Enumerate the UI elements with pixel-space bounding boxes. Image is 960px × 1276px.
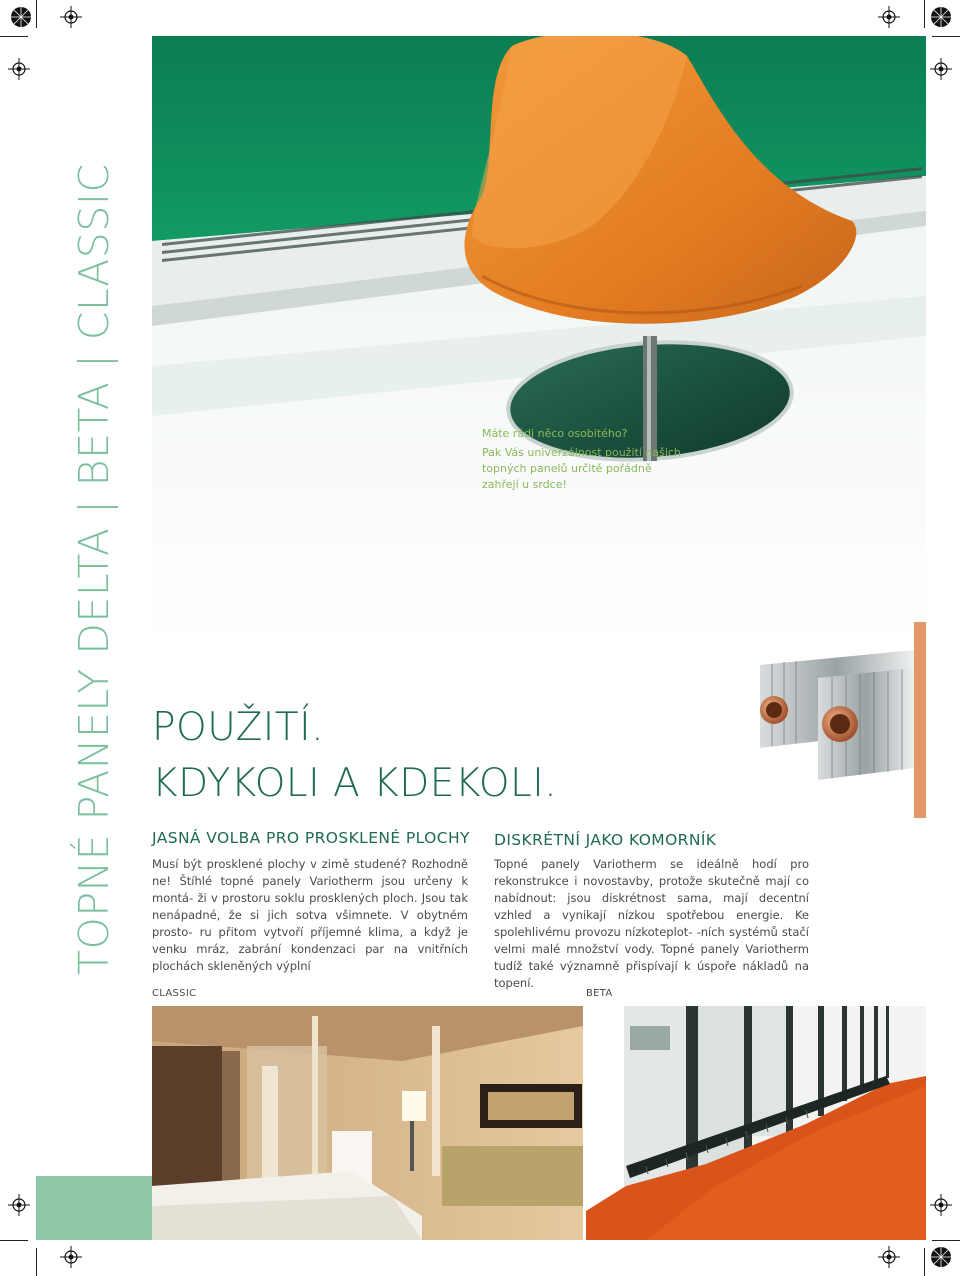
headline-line-2: KDYKOLI A KDEKOLI. <box>152 761 558 806</box>
registration-mark-icon <box>8 1194 30 1216</box>
registration-mark-icon <box>878 6 900 28</box>
printer-star-mark <box>930 1246 952 1268</box>
registration-mark-icon <box>60 1246 82 1268</box>
registration-mark-icon <box>930 1194 952 1216</box>
registration-mark-icon <box>930 58 952 80</box>
crop-mark <box>932 1240 960 1241</box>
photo-classic-bedroom <box>152 1006 583 1240</box>
crop-mark <box>0 1240 28 1241</box>
heating-panel-product-image <box>752 620 926 820</box>
hero-caption-text: Pak Vás univerzálnost použití našich topných panelů určitě pořádně zahřejí u srdce! <box>482 446 681 491</box>
hero-caption <box>482 426 682 496</box>
hero-image-chair <box>152 36 926 648</box>
photo-label-beta: BETA <box>586 988 613 999</box>
crop-mark <box>932 36 960 37</box>
crop-mark <box>924 1248 925 1276</box>
headline <box>152 700 557 812</box>
printer-star-mark <box>930 6 952 28</box>
headline-line-1: POUŽITÍ. <box>152 705 325 750</box>
hero-caption-question: Máte rádi něco osobitého? <box>482 427 628 440</box>
printer-star-mark <box>10 6 32 28</box>
decorative-green-block <box>36 1176 152 1240</box>
crop-mark <box>36 0 37 28</box>
section-left-title: JASNÁ VOLBA PRO PROSKLENÉ PLOCHY <box>152 829 470 847</box>
section-left-body: Musí být prosklené plochy v zimě studené? Rozhodně ne! Štíhlé topné panely Variotherm jsou určeny k montá- ži v prostoru soklu prosklených ploch. Jsou tak nenápadné, že si jich sotva všimnete. V obytném prosto- ru přitom vytvoří příjemné klima, a když je venku mráz, zabrání kondenzaci par na vnitřních plochách skleněných výplní <box>152 857 468 973</box>
side-title <box>70 163 118 975</box>
crop-mark <box>0 36 28 37</box>
section-right-body: Topné panely Variotherm se ideálně hodí pro rekonstrukce i novostavby, protože skutečně mají co nabídnout: jsou diskrétnost sama, mají decentní vzhled a vynikají nízkou spotřebou energie. Ke spolehlivému provozu nízkoteplot- -ních systémů stačí velmi malé množství vody. Topné panely Variotherm tudíž také významně přispívají k úspoře nákladů na topení. <box>494 857 809 990</box>
registration-mark-icon <box>60 6 82 28</box>
side-title-text: TOPNÉ PANELY DELTA | BETA | CLASSIC <box>70 163 118 975</box>
photo-beta-glass-facade <box>586 1006 926 1240</box>
registration-mark-icon <box>8 58 30 80</box>
crop-mark <box>924 0 925 28</box>
crop-mark <box>36 1248 37 1276</box>
registration-mark-icon <box>878 1246 900 1268</box>
section-right-title: DISKRÉTNÍ JAKO KOMORNÍK <box>494 831 717 849</box>
photo-label-classic: CLASSIC <box>152 988 197 999</box>
